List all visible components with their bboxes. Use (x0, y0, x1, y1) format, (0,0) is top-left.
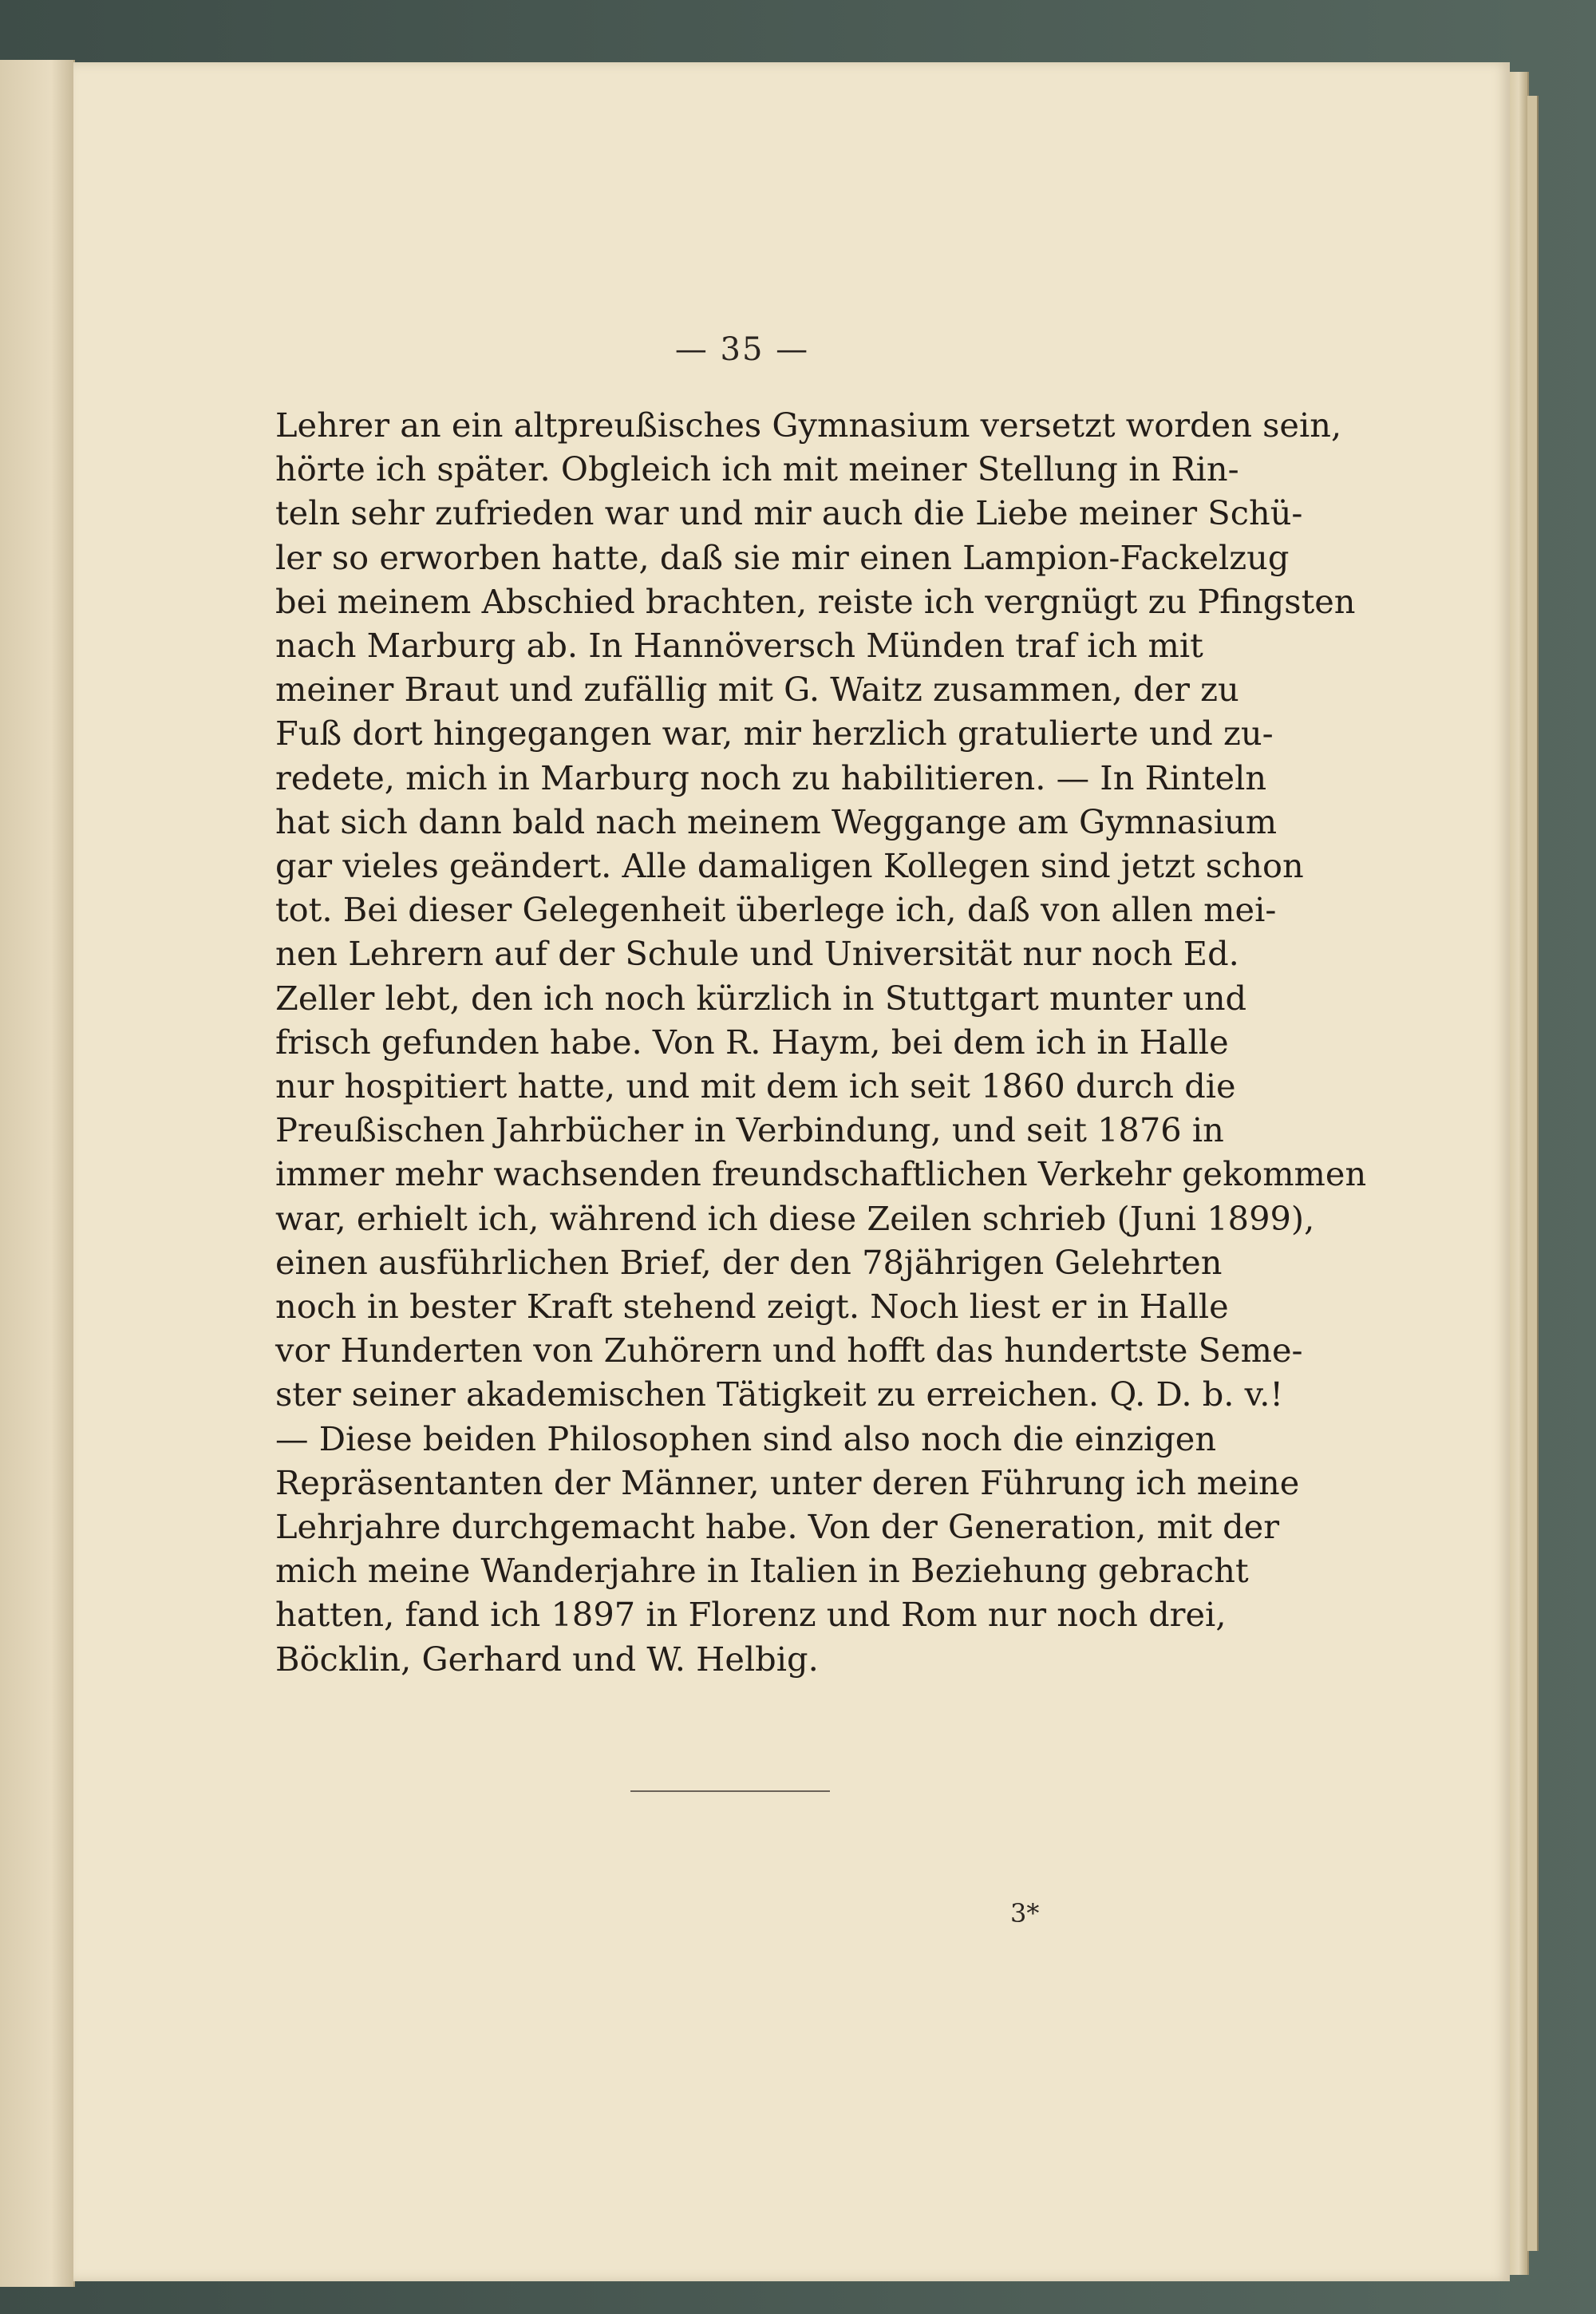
text-line: tot. Bei dieser Gelegenheit überlege ich, daß von allen mei- (275, 890, 1277, 930)
text-line: ster seiner akademischen Tätigkeit zu erreichen. Q. D. b. v.! (275, 1375, 1284, 1414)
text-line: Lehrer an ein altpreußisches Gymnasium versetzt worden sein, (275, 405, 1342, 445)
text-line: hörte ich später. Obgleich ich mit meiner Stellung in Rin- (275, 449, 1239, 489)
text-line: teln sehr zufrieden war und mir auch die Liebe meiner Schü- (275, 493, 1303, 533)
text-line: nach Marburg ab. In Hannöversch Münden traf ich mit (275, 626, 1203, 666)
text-line: frisch gefunden habe. Von R. Haym, bei dem ich in Halle (275, 1022, 1229, 1062)
left-page-edge (0, 60, 75, 2287)
text-line: nur hospitiert hatte, und mit dem ich seit 1860 durch die (275, 1066, 1236, 1106)
signature-mark: 3* (1010, 1898, 1040, 1928)
text-line: Lehrjahre durchgemacht habe. Von der Generation, mit der (275, 1507, 1280, 1547)
text-line: Zeller lebt, den ich noch kürzlich in Stuttgart munter und (275, 978, 1247, 1018)
text-line: — Diese beiden Philosophen sind also noch die einzigen (275, 1418, 1217, 1458)
section-divider (630, 1790, 830, 1792)
text-line: Fuß dort hingegangen war, mir herzlich gratulierte und zu- (275, 714, 1274, 754)
text-line: mich meine Wanderjahre in Italien in Beziehung gebracht (275, 1551, 1249, 1591)
page-stack-edge-outer (1527, 96, 1539, 2251)
text-line: war, erhielt ich, während ich diese Zeilen schrieb (Juni 1899), (275, 1198, 1315, 1238)
text-line: einen ausführlichen Brief, der den 78jährigen Gelehrten (275, 1242, 1223, 1282)
text-line: ler so erworben hatte, daß sie mir einen Lampion-Fackelzug (275, 537, 1290, 577)
body-text (275, 403, 1367, 1681)
page-stack-edge (1510, 72, 1529, 2275)
text-line: gar vieles geändert. Alle damaligen Kollegen sind jetzt schon (275, 846, 1304, 886)
text-line: vor Hunderten von Zuhörern und hofft das hundertste Seme- (275, 1331, 1303, 1371)
text-line: Preußischen Jahrbücher in Verbindung, und seit 1876 in (275, 1110, 1224, 1150)
text-line: redete, mich in Marburg noch zu habilitieren. — In Rinteln (275, 757, 1267, 797)
text-line: bei meinem Abschied brachten, reiste ich vergnügt zu Pfingsten (275, 581, 1356, 621)
text-line: noch in bester Kraft stehend zeigt. Noch liest er in Halle (275, 1287, 1229, 1327)
text-line: nen Lehrern auf der Schule und Universität nur noch Ed. (275, 934, 1239, 974)
text-line: hat sich dann bald nach meinem Weggange am Gymnasium (275, 801, 1278, 841)
text-line: hatten, fand ich 1897 in Florenz und Rom nur noch drei, (275, 1595, 1227, 1635)
text-line: meiner Braut und zufällig mit G. Waitz zusammen, der zu (275, 670, 1239, 710)
text-line: Böcklin, Gerhard und W. Helbig. (275, 1639, 819, 1679)
page-number: — 35 — (674, 331, 810, 368)
text-line: Repräsentanten der Männer, unter deren Führung ich meine (275, 1462, 1300, 1502)
text-line: immer mehr wachsenden freundschaftlichen Verkehr gekommen (275, 1154, 1367, 1194)
